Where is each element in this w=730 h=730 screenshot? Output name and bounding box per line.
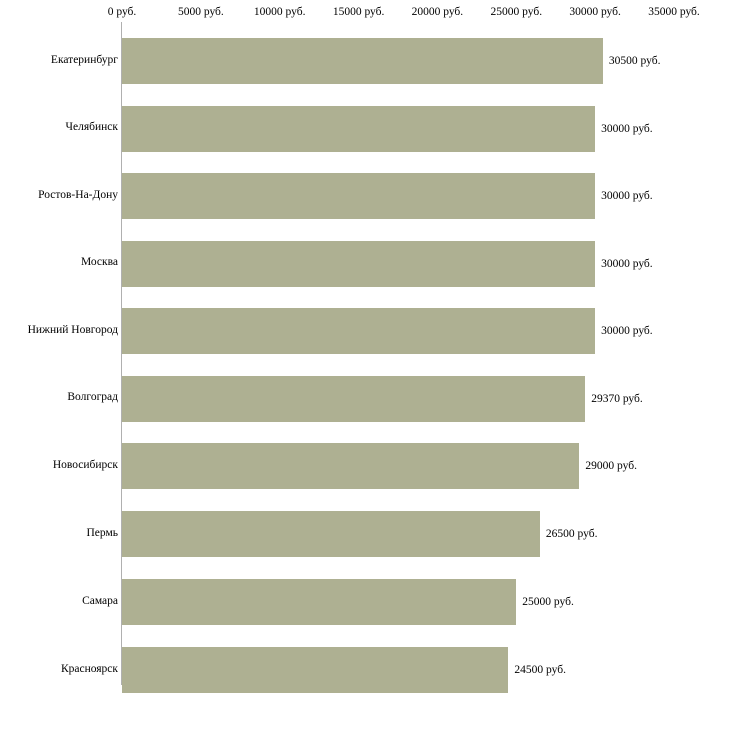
bar-value-label: 30000 руб. (601, 123, 653, 135)
bar[interactable] (122, 106, 595, 152)
bar-row (122, 308, 674, 354)
x-axis-tick-label: 15000 руб. (332, 6, 385, 18)
bar-value-label: 30000 руб. (601, 190, 653, 202)
y-axis-category-label: Нижний Новгород (27, 324, 118, 336)
x-axis-tick-label: 20000 руб. (411, 6, 464, 18)
y-axis-category-label: Ростов-На-Дону (38, 189, 118, 201)
plot-area (122, 22, 674, 708)
bar[interactable] (122, 376, 585, 422)
bar[interactable] (122, 647, 508, 693)
y-axis-category-label: Красноярск (60, 663, 118, 675)
x-axis-top (107, 0, 700, 22)
bar-value-label: 29000 руб. (585, 460, 637, 472)
bar-value-label: 25000 руб. (522, 596, 574, 608)
y-axis-category-label: Новосибирск (52, 459, 118, 471)
bar[interactable] (122, 38, 603, 84)
y-axis-category-label: Челябинск (65, 121, 118, 133)
y-axis-category-label: Самара (82, 595, 118, 607)
bar-row (122, 647, 674, 693)
bar[interactable] (122, 443, 579, 489)
bar[interactable] (122, 241, 595, 287)
bar[interactable] (122, 173, 595, 219)
x-axis-tick-label: 30000 руб. (569, 6, 621, 18)
y-axis-category-label: Москва (80, 256, 118, 268)
bar[interactable] (122, 579, 516, 625)
x-axis-tick-label: 25000 руб. (490, 6, 543, 18)
bar-row (122, 376, 674, 422)
bar-value-label: 24500 руб. (514, 664, 566, 676)
x-axis-tick-label: 5000 руб. (177, 6, 224, 18)
x-axis-tick-label: 0 руб. (107, 6, 137, 18)
bar-value-label: 29370 руб. (591, 393, 643, 405)
bar-row (122, 173, 674, 219)
bar[interactable] (122, 308, 595, 354)
y-axis-category-label: Пермь (86, 527, 118, 539)
bar-row (122, 579, 674, 625)
x-axis-tick-label: 35000 руб. (648, 6, 700, 18)
bar-row (122, 443, 674, 489)
y-axis-category-label: Волгоград (67, 391, 118, 403)
bar-row (122, 511, 674, 557)
y-axis-category-label: Екатеринбург (50, 54, 118, 66)
bar-row (122, 106, 674, 152)
bar-value-label: 30500 руб. (608, 55, 661, 67)
bar-value-label: 30000 руб. (601, 325, 653, 337)
bar-value-label: 26500 руб. (545, 528, 598, 540)
bar[interactable] (122, 511, 540, 557)
bar-value-label: 30000 руб. (601, 258, 653, 270)
bar-row (122, 38, 674, 84)
x-axis-tick-label: 10000 руб. (253, 6, 306, 18)
y-axis-labels (0, 22, 118, 708)
bar-row (122, 241, 674, 287)
